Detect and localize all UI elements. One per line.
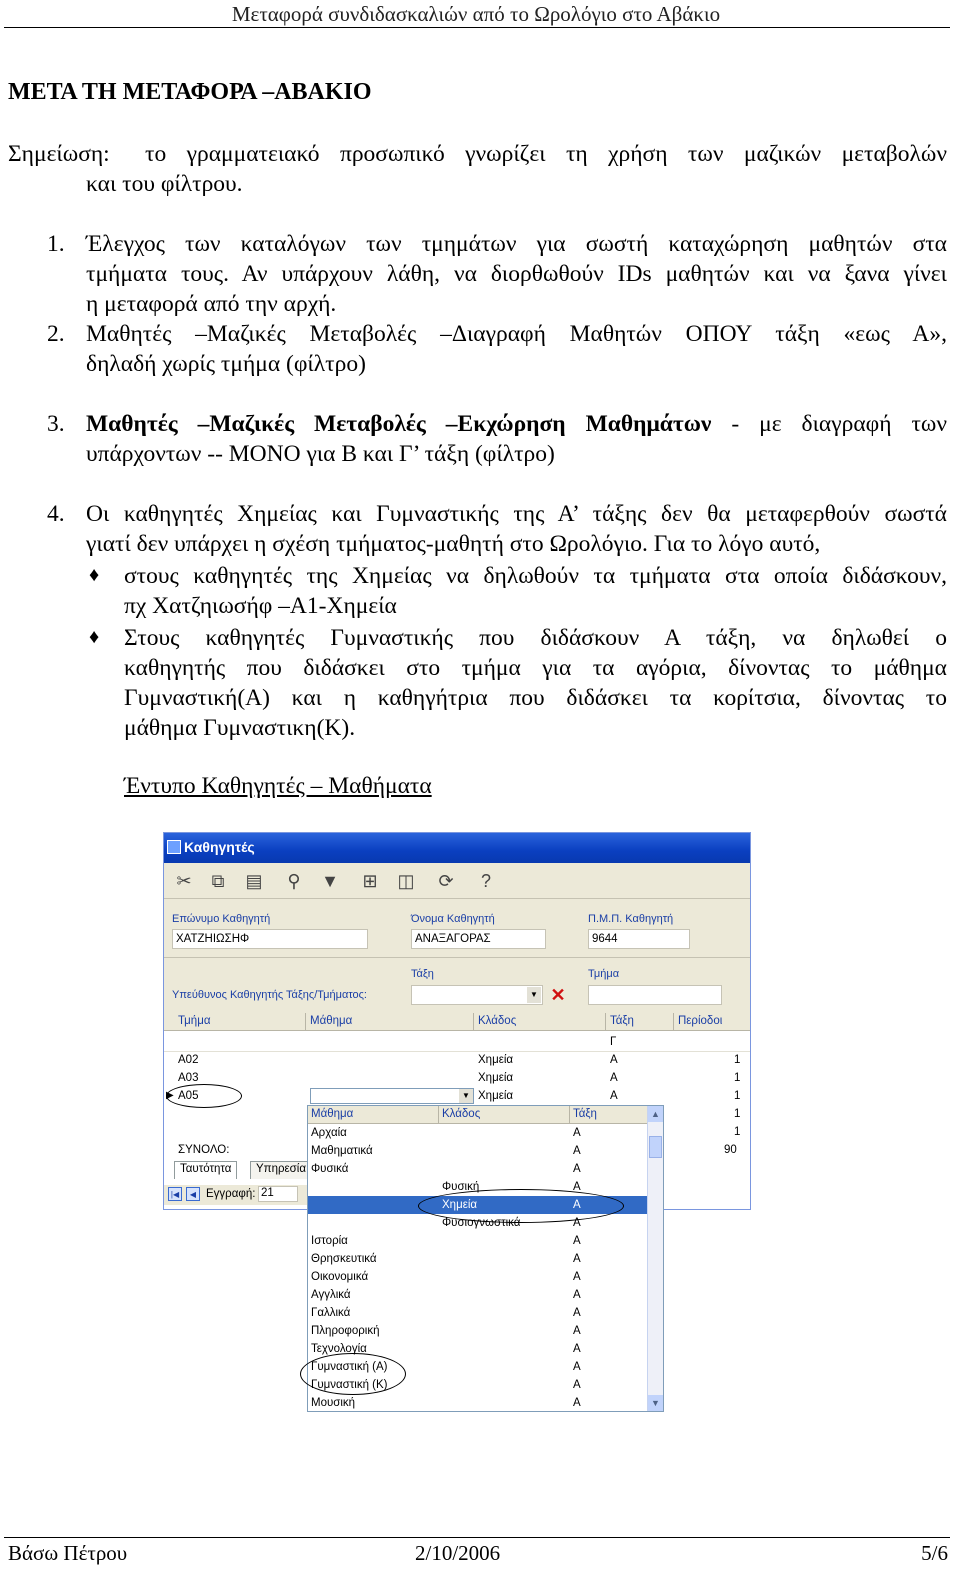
search-icon[interactable]: ⚲ xyxy=(287,871,301,891)
scroll-up-icon[interactable]: ▲ xyxy=(648,1106,663,1122)
item-line: Μαθητές –Μαζικές Μεταβολές –Διαγραφή Μαθητών ΟΠΟΥ τάξη «εως Α», xyxy=(86,321,947,347)
item-number: 3. xyxy=(47,411,65,437)
delete-icon[interactable]: ◫ xyxy=(397,871,415,891)
header-rule xyxy=(4,27,950,28)
row-branch: Φυσική xyxy=(442,1181,480,1193)
item-line: γιατί δεν υπάρχει η σχέση τμήματος-μαθητή στο Ωρολόγιο. Για το λόγο αυτό, xyxy=(86,531,821,557)
grid-cell-periods[interactable]: 1 xyxy=(734,1054,741,1066)
col-header-subject[interactable]: Μάθημα xyxy=(306,1013,474,1031)
dropdown-row[interactable] xyxy=(308,1286,648,1304)
scroll-thumb[interactable] xyxy=(649,1136,662,1158)
grid-cell-branch[interactable]: Χημεία xyxy=(478,1090,514,1102)
dropdown-row[interactable] xyxy=(308,1142,648,1160)
row-subject: Φυσικά xyxy=(311,1163,349,1175)
row-class: Α xyxy=(573,1199,581,1211)
dropdown-row[interactable] xyxy=(308,1160,648,1178)
bullet-line: μάθημα Γυμναστικη(Κ). xyxy=(124,715,356,741)
row-class: Α xyxy=(573,1181,581,1193)
note-label: Σημείωση: xyxy=(8,141,110,167)
highlight-oval xyxy=(166,1084,242,1108)
section-field[interactable] xyxy=(588,985,722,1005)
dropdown-header-subject: Μάθημα xyxy=(308,1106,439,1124)
pmp-label: Π.Μ.Π. Καθηγητή xyxy=(588,913,674,925)
firstname-field[interactable]: ΑΝΑΞΑΓΟΡΑΣ xyxy=(411,929,546,949)
window-titlebar xyxy=(164,833,750,863)
row-class: Α xyxy=(573,1217,581,1229)
page-header: Μεταφορά συνδιδασκαλιών από το Ωρολόγιο στο Αβάκιο xyxy=(231,2,721,26)
paste-icon[interactable]: ▤ xyxy=(245,871,263,891)
item-line: η μεταφορά από την αρχή. xyxy=(86,291,337,317)
grid-cell-branch[interactable]: Χημεία xyxy=(478,1072,514,1084)
chevron-down-icon[interactable]: ▼ xyxy=(459,1089,473,1103)
bullet-line: Στους καθηγητές Γυμναστικής που διδάσκουν Α τάξη, να δηλωθεί ο xyxy=(124,625,947,651)
dropdown-row[interactable] xyxy=(308,1250,648,1268)
pmp-field[interactable]: 9644 xyxy=(588,929,690,949)
row-subject: Μαθηματικά xyxy=(311,1145,373,1157)
copy-icon[interactable]: ⧉ xyxy=(211,871,225,891)
total-label: ΣΥΝΟΛΟ: xyxy=(178,1144,230,1156)
col-header-branch[interactable]: Κλάδος xyxy=(474,1013,606,1031)
subject-combo[interactable] xyxy=(310,1088,474,1104)
help-icon[interactable]: ? xyxy=(480,871,491,891)
row-class: Α xyxy=(573,1361,581,1373)
footer-date: 2/10/2006 xyxy=(415,1541,501,1565)
highlight-oval xyxy=(300,1353,406,1395)
item-bold-text: Μαθητές –Μαζικές Μεταβολές –Εκχώρηση Μαθημάτων xyxy=(86,411,712,437)
dropdown-scrollbar[interactable] xyxy=(647,1106,663,1411)
record-number-field[interactable]: 21 xyxy=(258,1186,298,1202)
row-subject: Θρησκευτικά xyxy=(311,1253,377,1265)
item-line xyxy=(86,409,947,439)
row-subject: Γαλλικά xyxy=(311,1307,351,1319)
dropdown-header-class: Τάξη xyxy=(570,1106,648,1124)
scroll-down-icon[interactable]: ▼ xyxy=(648,1395,663,1411)
row-class: Α xyxy=(573,1307,581,1319)
grid-cell-section[interactable]: Α02 xyxy=(178,1054,199,1066)
dropdown-row[interactable] xyxy=(308,1268,648,1286)
window-title: Καθηγητές xyxy=(184,839,255,855)
footer-author: Βάσω Πέτρου xyxy=(8,1541,128,1565)
surname-field[interactable]: ΧΑΤΖΗΙΩΣΗΦ xyxy=(172,929,368,949)
new-record-icon[interactable]: ⊞ xyxy=(362,871,378,891)
bullet-line: στους καθηγητές της Χημείας να δηλωθούν τα τμήματα στα οποία διδάσκουν, xyxy=(124,563,947,589)
grid-cell-class[interactable]: Α xyxy=(610,1054,618,1066)
row-subject: Αγγλικά xyxy=(311,1289,351,1301)
dropdown-header-branch: Κλάδος xyxy=(439,1106,570,1124)
diamond-bullet-icon: ♦ xyxy=(89,626,100,648)
footer-page: 5/6 xyxy=(921,1541,948,1565)
row-class: Α xyxy=(573,1289,581,1301)
item-number: 1. xyxy=(47,231,65,257)
row-class: Α xyxy=(573,1271,581,1283)
grid-cell-periods[interactable]: 1 xyxy=(734,1072,741,1084)
total-value: 90 xyxy=(724,1144,737,1156)
dropdown-row[interactable] xyxy=(308,1124,648,1142)
note-line2: και του φίλτρου. xyxy=(86,171,243,197)
class-select[interactable] xyxy=(411,985,543,1005)
app-icon xyxy=(167,840,181,854)
grid-cell-section[interactable]: Α05 xyxy=(178,1090,199,1102)
item-number: 2. xyxy=(47,321,65,347)
filter-icon[interactable]: ▼ xyxy=(321,871,339,891)
item-rest-text: - με διαγραφή των xyxy=(711,411,947,437)
row-class: Α xyxy=(573,1145,581,1157)
row-class: Α xyxy=(573,1343,581,1355)
col-header-class[interactable]: Τάξη xyxy=(606,1013,674,1031)
section-heading: ΜΕΤΑ ΤΗ ΜΕΤΑΦΟΡΑ –ΑΒΑΚΙΟ xyxy=(8,79,372,105)
grid-cell-class[interactable]: Α xyxy=(610,1072,618,1084)
responsible-label: Υπεύθυνος Καθηγητής Τάξης/Τμήματος: xyxy=(172,989,367,1001)
highlight-oval xyxy=(418,1189,624,1223)
tab-identity[interactable]: Ταυτότητα xyxy=(174,1161,237,1179)
chevron-down-icon[interactable]: ▼ xyxy=(527,987,541,1003)
col-header-periods[interactable]: Περίοδοι xyxy=(674,1013,751,1031)
row-subject: Γυμναστική (Κ) xyxy=(311,1379,388,1391)
refresh-icon[interactable]: ⟳ xyxy=(438,871,454,891)
record-navigator xyxy=(164,1185,309,1205)
item-line: υπάρχοντων -- ΜΟΝΟ για Β και Γ’ τάξη (φίλτρο) xyxy=(86,441,555,467)
row-class: Α xyxy=(573,1397,581,1409)
grid-cell-periods[interactable]: 1 xyxy=(734,1126,741,1138)
footer-rule xyxy=(4,1537,950,1538)
dropdown-row[interactable] xyxy=(308,1322,648,1340)
grid-cell-class[interactable]: Α xyxy=(610,1090,618,1102)
current-row-arrow-icon: ▶ xyxy=(166,1090,174,1101)
dropdown-row[interactable] xyxy=(308,1304,648,1322)
item-line: Οι καθηγητές Χημείας και Γυμναστικής της Α’ τάξης δεν θα μεταφερθούν σωστά xyxy=(86,501,947,527)
class-label: Τάξη xyxy=(411,968,434,980)
row-subject: Ιστορία xyxy=(311,1235,348,1247)
bullet-line: πχ Χατζηιωσήφ –Α1-Χημεία xyxy=(124,593,397,619)
col-header-section[interactable]: Τμήμα xyxy=(164,1013,306,1031)
surname-label: Επώνυμο Καθηγητή xyxy=(172,913,271,925)
row-class: Α xyxy=(573,1163,581,1175)
diamond-bullet-icon: ♦ xyxy=(89,564,100,586)
item-line: τμήματα τους. Αν υπάρχουν λάθη, να διορθωθούν IDs μαθητών και να ξανα γίνει xyxy=(86,261,947,287)
first-record-icon[interactable]: |◀ xyxy=(168,1187,182,1201)
grid-cell-section[interactable]: Α03 xyxy=(178,1072,199,1084)
bullet-line: Γυμναστική(Α) και η καθηγήτρια που διδάσκει τα κορίτσια, δίνοντας το xyxy=(124,685,947,711)
record-label: Εγγραφή: xyxy=(206,1188,256,1200)
clear-icon[interactable]: ✕ xyxy=(550,985,566,1005)
dropdown-row[interactable] xyxy=(308,1394,648,1412)
item-line: Έλεγχος των καταλόγων των τμημάτων για σωστή καταχώρηση μαθητών στα xyxy=(86,231,947,257)
note-line1: το γραμματειακό προσωπικό γνωρίζει τη χρήση των μαζικών μεταβολών xyxy=(145,141,947,167)
section-label: Τμήμα xyxy=(588,968,620,980)
row-branch: Φυσιογνωστικά xyxy=(442,1217,521,1229)
dropdown-row[interactable] xyxy=(308,1232,648,1250)
row-branch: Χημεία xyxy=(442,1199,478,1211)
cut-icon[interactable]: ✂ xyxy=(176,871,192,891)
toolbar xyxy=(164,863,750,899)
row-subject: Πληροφορική xyxy=(311,1325,380,1337)
grid-cell-class[interactable]: Γ xyxy=(610,1036,617,1048)
row-subject: Οικονομικά xyxy=(311,1271,369,1283)
row-line xyxy=(164,1051,751,1052)
item-line: δηλαδή χωρίς τμήμα (φίλτρο) xyxy=(86,351,366,377)
item-number: 4. xyxy=(47,501,65,527)
previous-record-icon[interactable]: ◀ xyxy=(186,1187,200,1201)
row-class: Α xyxy=(573,1127,581,1139)
row-class: Α xyxy=(573,1379,581,1391)
row-subject: Αρχαία xyxy=(311,1127,347,1139)
tab-service[interactable]: Υπηρεσία xyxy=(250,1161,312,1179)
form-reference-link: Έντυπο Καθηγητές – Μαθήματα xyxy=(124,773,432,799)
bullet-line: καθηγητής που διδάσκει στο τμήμα για τα αγόρια, δίνοντας το μάθημα xyxy=(124,655,947,681)
grid-cell-periods[interactable]: 1 xyxy=(734,1090,741,1102)
row-class: Α xyxy=(573,1235,581,1247)
row-subject: Γυμναστική (Α) xyxy=(311,1361,388,1373)
firstname-label: Όνομα Καθηγητή xyxy=(411,913,495,925)
form-divider xyxy=(164,957,751,958)
row-class: Α xyxy=(573,1325,581,1337)
grid-cell-branch[interactable]: Χημεία xyxy=(478,1054,514,1066)
row-subject: Τεχνολογία xyxy=(311,1343,367,1355)
row-class: Α xyxy=(573,1253,581,1265)
row-subject: Μουσική xyxy=(311,1397,356,1409)
grid-cell-periods[interactable]: 1 xyxy=(734,1108,741,1120)
